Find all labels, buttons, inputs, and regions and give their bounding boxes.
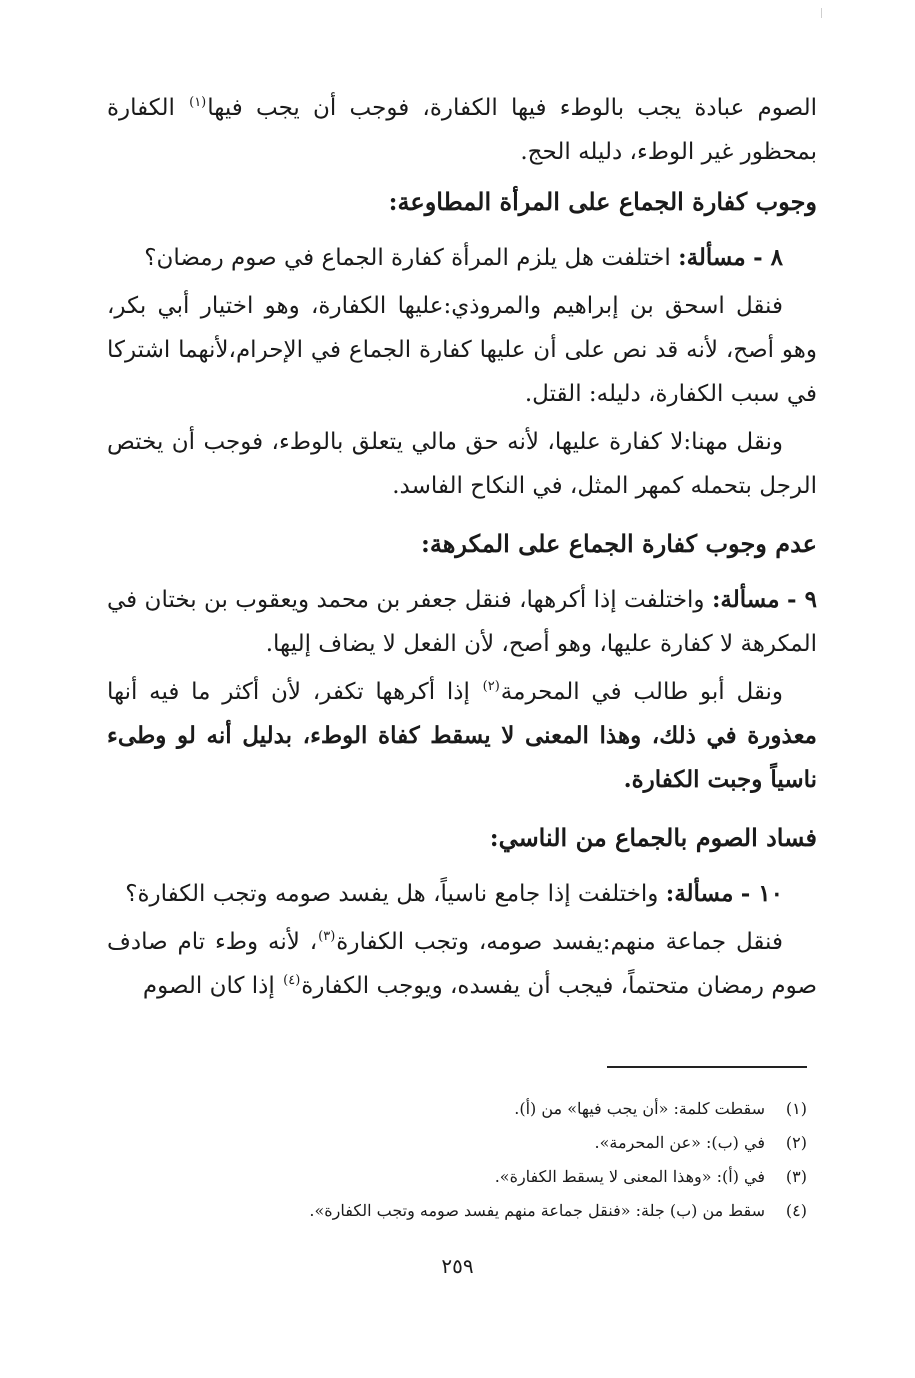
- abu-talib-text: ونقل أبو طالب في المحرمة: [500, 679, 784, 705]
- footnote-ref-3: (٣): [318, 929, 336, 945]
- paragraph-ishaq-narration: فنقل اسحق بن إبراهيم والمروذي:عليها الكفارة، وهو اختيار أبي بكر، وهو أصح، لأنه قد نص على أن عليها كفارة الجماع في الإحرام،لأنهما اشتركا في سبب الكفارة، دليله: القتل.: [107, 293, 817, 407]
- footnote-2-text: في (ب): «عن المحرمة».: [594, 1133, 765, 1152]
- footnote-separator: [607, 1066, 807, 1068]
- footnote-ref-1: (١): [189, 95, 207, 111]
- group-narration-text-end: إذا كان الصوم: [142, 973, 283, 999]
- footnote-3-number: (٣): [785, 1167, 807, 1186]
- issue-8-number: ٨ -: [753, 244, 783, 271]
- paragraph-intro: [107, 86, 817, 174]
- issue-9-label: مسألة:: [711, 586, 780, 613]
- issue-10: [107, 872, 817, 916]
- issue-9-text: واختلفت إذا أكرهها، فنقل جعفر بن محمد ويعقوب بن بختان في المكرهة لا كفارة عليها، وهو أصح، لأن الفعل لا يضاف إليها.: [107, 587, 817, 657]
- footnote-4: [107, 1194, 807, 1228]
- page-body: [107, 86, 817, 1008]
- issue-10-number: ١٠ -: [740, 880, 783, 907]
- footnote-1-number: (١): [785, 1099, 807, 1118]
- paragraph-intro-text-end: الكفارة بمحظور غير الوطء، دليله الحج.: [107, 95, 817, 165]
- footnote-1-text: سقطت كلمة: «أن يجب فيها» من (أ).: [514, 1099, 765, 1118]
- footnote-3-text: في (أ): «وهذا المعنى لا يسقط الكفارة».: [494, 1167, 765, 1186]
- heading-forgetful-intercourse: فساد الصوم بالجماع من الناسي:: [489, 823, 817, 852]
- heading-coerced-woman: عدم وجوب كفارة الجماع على المكرهة:: [421, 529, 817, 558]
- footnote-1: [107, 1092, 807, 1126]
- issue-10-label: مسألة:: [665, 880, 734, 907]
- issue-10-text: واختلفت إذا جامع ناسياً، هل يفسد صومه وتجب الكفارة؟: [125, 881, 666, 907]
- paragraph-intro-text: الصوم عبادة يجب بالوطء فيها الكفارة، فوجب أن يجب فيها: [207, 95, 817, 121]
- page-edge-marker: [821, 8, 822, 18]
- paragraph-abu-talib-narration: [107, 670, 817, 802]
- footnote-ref-2: (٢): [482, 679, 500, 695]
- footnote-4-text: سقط من (ب) جلة: «فنقل جماعة منهم يفسد صومه وتجب الكفارة».: [309, 1201, 765, 1220]
- page-number: ٢٥٩: [441, 1254, 474, 1278]
- issue-8: [107, 236, 817, 280]
- footnote-4-number: (٤): [785, 1201, 807, 1220]
- footnote-2-number: (٢): [785, 1133, 807, 1152]
- group-narration-text: فنقل جماعة منهم:يفسد صومه، وتجب الكفارة: [336, 929, 783, 955]
- footnote-3: [107, 1160, 807, 1194]
- paragraph-group-narration: [107, 920, 817, 1008]
- abu-talib-text-mid: إذا أكرهها تكفر، لأن أكثر ما فيه أنها: [107, 679, 482, 705]
- footnote-2: [107, 1126, 807, 1160]
- issue-9-number: ٩ -: [787, 586, 818, 613]
- issue-8-text: اختلفت هل يلزم المرأة كفارة الجماع في صوم رمضان؟: [144, 245, 679, 271]
- paragraph-muhanna-narration: ونقل مهنا:لا كفارة عليها، لأنه حق مالي يتعلق بالوطء، فوجب أن يختص الرجل بتحمله كمهر المثل، في النكاح الفاسد.: [107, 429, 817, 499]
- issue-8-label: مسألة:: [678, 244, 746, 271]
- issue-9: [107, 578, 817, 666]
- group-narration-text-mid: ، لأنه وطء تام صادف صوم رمضان متحتماً، فيجب أن يفسده، ويوجب الكفارة: [107, 929, 817, 999]
- footnote-ref-4: (٤): [283, 973, 301, 989]
- heading-willing-woman-expiation: وجوب كفارة الجماع على المرأة المطاوعة:: [388, 187, 817, 216]
- abu-talib-text-bold: معذورة في ذلك، وهذا المعنى لا يسقط كفاة الوطء، بدليل أنه لو وطىء ناسياً وجبت الكفارة.: [107, 722, 817, 793]
- footnotes: [107, 1092, 807, 1228]
